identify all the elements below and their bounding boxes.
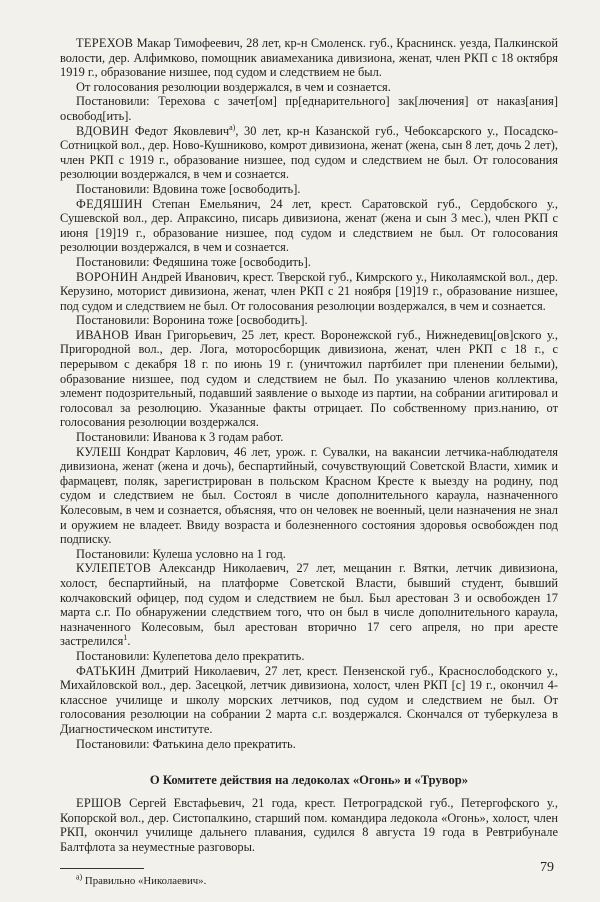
person-entry (60, 796, 558, 854)
footnote-divider (60, 868, 144, 869)
person-entry (60, 561, 558, 649)
person-details: Федот Яковлевич (129, 123, 230, 138)
page-number: 79 (540, 860, 554, 875)
person-entry (60, 328, 558, 430)
footnote-mark: а) (76, 872, 83, 882)
person-details: Александр Николаевич, 27 лет, мещанин г. Вятки, летчик дивизиона, холост, беспартийный, на платформе Советской Власти, бывший студент, бывший колчаковский офицер, под судом и следствием не был. Был арестован 3 и освобожден 17 марта с.г. По обнаружении следствием того, что он был в числе дополнительного караула, назначенного Колесовым, был арестован вторично 17 сего апреля, но при аресте застрелился (60, 561, 558, 649)
resolution-paragraph: Постановили: Вдовина тоже [освободить]. (76, 181, 301, 196)
person-details: Макар Тимофеевич, 28 лет, кр-н Смоленск. губ., Краснинск. уезда, Палкинской волости, дер. Алфимково, помощник авиамеханика дивизиона, женат, член РКП с 18 октября 1919 г., образование низшее, под судом и следствием не был. (60, 36, 558, 80)
person-surname: КУЛЕШ (76, 444, 122, 459)
person-details: Сергей Евстафьевич, 21 года, крест. Петроградской губ., Петергофского у., Копорской вол., дер. Систопалкино, старший пом. командира ледокола «Огонь», холост, член РКП, окончил училище дальнего плавания, судился 8 августа 19 года в Ревтрибунале Балтфлота за неуместные разговоры. (60, 796, 558, 854)
person-surname: ВОРОНИН (76, 269, 139, 284)
person-entry (60, 124, 558, 182)
resolution-paragraph: Постановили: Федяшина тоже [освободить]. (76, 254, 311, 269)
resolution-paragraph: Постановили: Кулеша условно на 1 год. (76, 546, 286, 561)
person-entry (60, 664, 558, 737)
person-surname: ИВАНОВ (76, 327, 130, 342)
resolution-paragraph: Постановили: Терехова с зачет[ом] пр[еднарительного] зак[лючения] от наказ[ания] освобод[ить]. (60, 94, 558, 123)
resolution-paragraph: Постановили: Воронина тоже [освободить]. (76, 313, 308, 328)
person-details: Иван Григорьевич, 25 лет, крест. Воронежской губ., Нижнедевиц[ов]ского у., Пригородной вол., дер. Лога, моторосборщик дивизиона, женат, член РКП с 18 г., с перерывом с декабря 18 г. по июнь 19 г. (уничтожил партбилет при пленении белыми), образование низшее, под судом и следствием не был. По указанию членов коллектива, элемент подозрительный, подавший заявление о выходе из партии, на собрании агитировал и голосовал за резолюцию. Указанные факты отрицает. По собственному приз.нанию, от голосования резолюции воздержался. (60, 327, 558, 430)
resolution-paragraph: Постановили: Кулепетова дело прекратить. (76, 648, 305, 663)
person-details: Андрей Иванович, крест. Тверской губ., Кимрского у., Николаямской вол., дер. Керузино, моторист дивизиона, женат, член РКП с 21 ноября [19]19 г., образование низшее, под судом и следствием не был. От голосования резолюции воздержался, в чем и сознается. (60, 269, 558, 313)
protocol-entries (60, 36, 558, 751)
resolution-paragraph: От голосования резолюции воздержался, в чем и сознается. (76, 79, 391, 94)
resolution-paragraph: Постановили: Фатькина дело прекратить. (76, 736, 296, 751)
person-details-continued: . (127, 634, 131, 649)
person-surname: ФАТЬКИН (76, 663, 136, 678)
section-title: О Комитете действия на ледоколах «Огонь» и «Трувор» (149, 773, 469, 788)
person-surname: ТЕРЕХОВ (76, 36, 134, 50)
person-details: Кондрат Карлович, 46 лет, урож. г. Сувалки, на вакансии летчика-наблюдателя дивизиона, женат (жена и дочь), беспартийный, сочувствующий Советской Власти, химик и фармацевт, поляк, зарегистрирован в польском Красном Кресте к выезду на родину, под судом и следствием не был. Состоял в числе дополнительного караула, назначенного Колесовым, в чем и сознается, объясняя, что он человек не военный, цели назначения не знал и оружием не владеет. Ввиду возраста и болезненного состояния здоровья освобожден под подписку. (60, 444, 558, 547)
person-surname: ЕРШОВ (76, 796, 122, 811)
person-entry (60, 445, 558, 547)
person-details-continued: , 30 лет, кр-н Казанской губ., Чебоксарского у., Посадско-Сотницкой вол., дер. Ново-Кушниково, комрот дивизиона, женат (жена, сын 8 лет, дочь 2 лет), член РКП с 1919 г., образование низшее, под судом и следствием не был. От голосования резолюции воздержался, в чем и сознается. (60, 123, 558, 182)
person-entry (60, 197, 558, 255)
person-details: Дмитрий Николаевич, 27 лет, крест. Пензенской губ., Краснослободского у., Михайловской вол., дер. Засецкой, летчик дивизиона, холост, член РКП [с] 19 г., окончил 4-классное училище и школу морских летчиков, под судом и следствием не был. От голосования резолюции на собрании 2 марта с.г. воздержался. Скончался от туберкулеза в Диагностическом институте. (60, 663, 558, 736)
footnote-reference: 1 (123, 633, 128, 643)
person-details: Степан Емельянич, 24 лет, крест. Саратовской губ., Сердобского у., Сушевской вол., дер. Апраксино, писарь дивизиона, женат (жена и сын 3 мес.), член РКП с июня [19]19 г., образование низшее, под судом и следствием не был. От голосования резолюции воздержался, в чем и сознается. (60, 196, 558, 255)
person-surname: ФЕДЯШИН (76, 196, 143, 211)
person-surname: ВДОВИН (76, 123, 130, 138)
footnote (60, 872, 558, 888)
resolution-paragraph: Постановили: Иванова к 3 годам работ. (76, 430, 284, 445)
person-entry (60, 270, 558, 314)
person-surname: КУЛЕПЕТОВ (76, 561, 152, 576)
person-entry (60, 36, 558, 80)
section-entries (60, 796, 558, 854)
footnote-text: Правильно «Николаевич». (82, 875, 207, 888)
footnote-reference: а) (229, 122, 236, 132)
